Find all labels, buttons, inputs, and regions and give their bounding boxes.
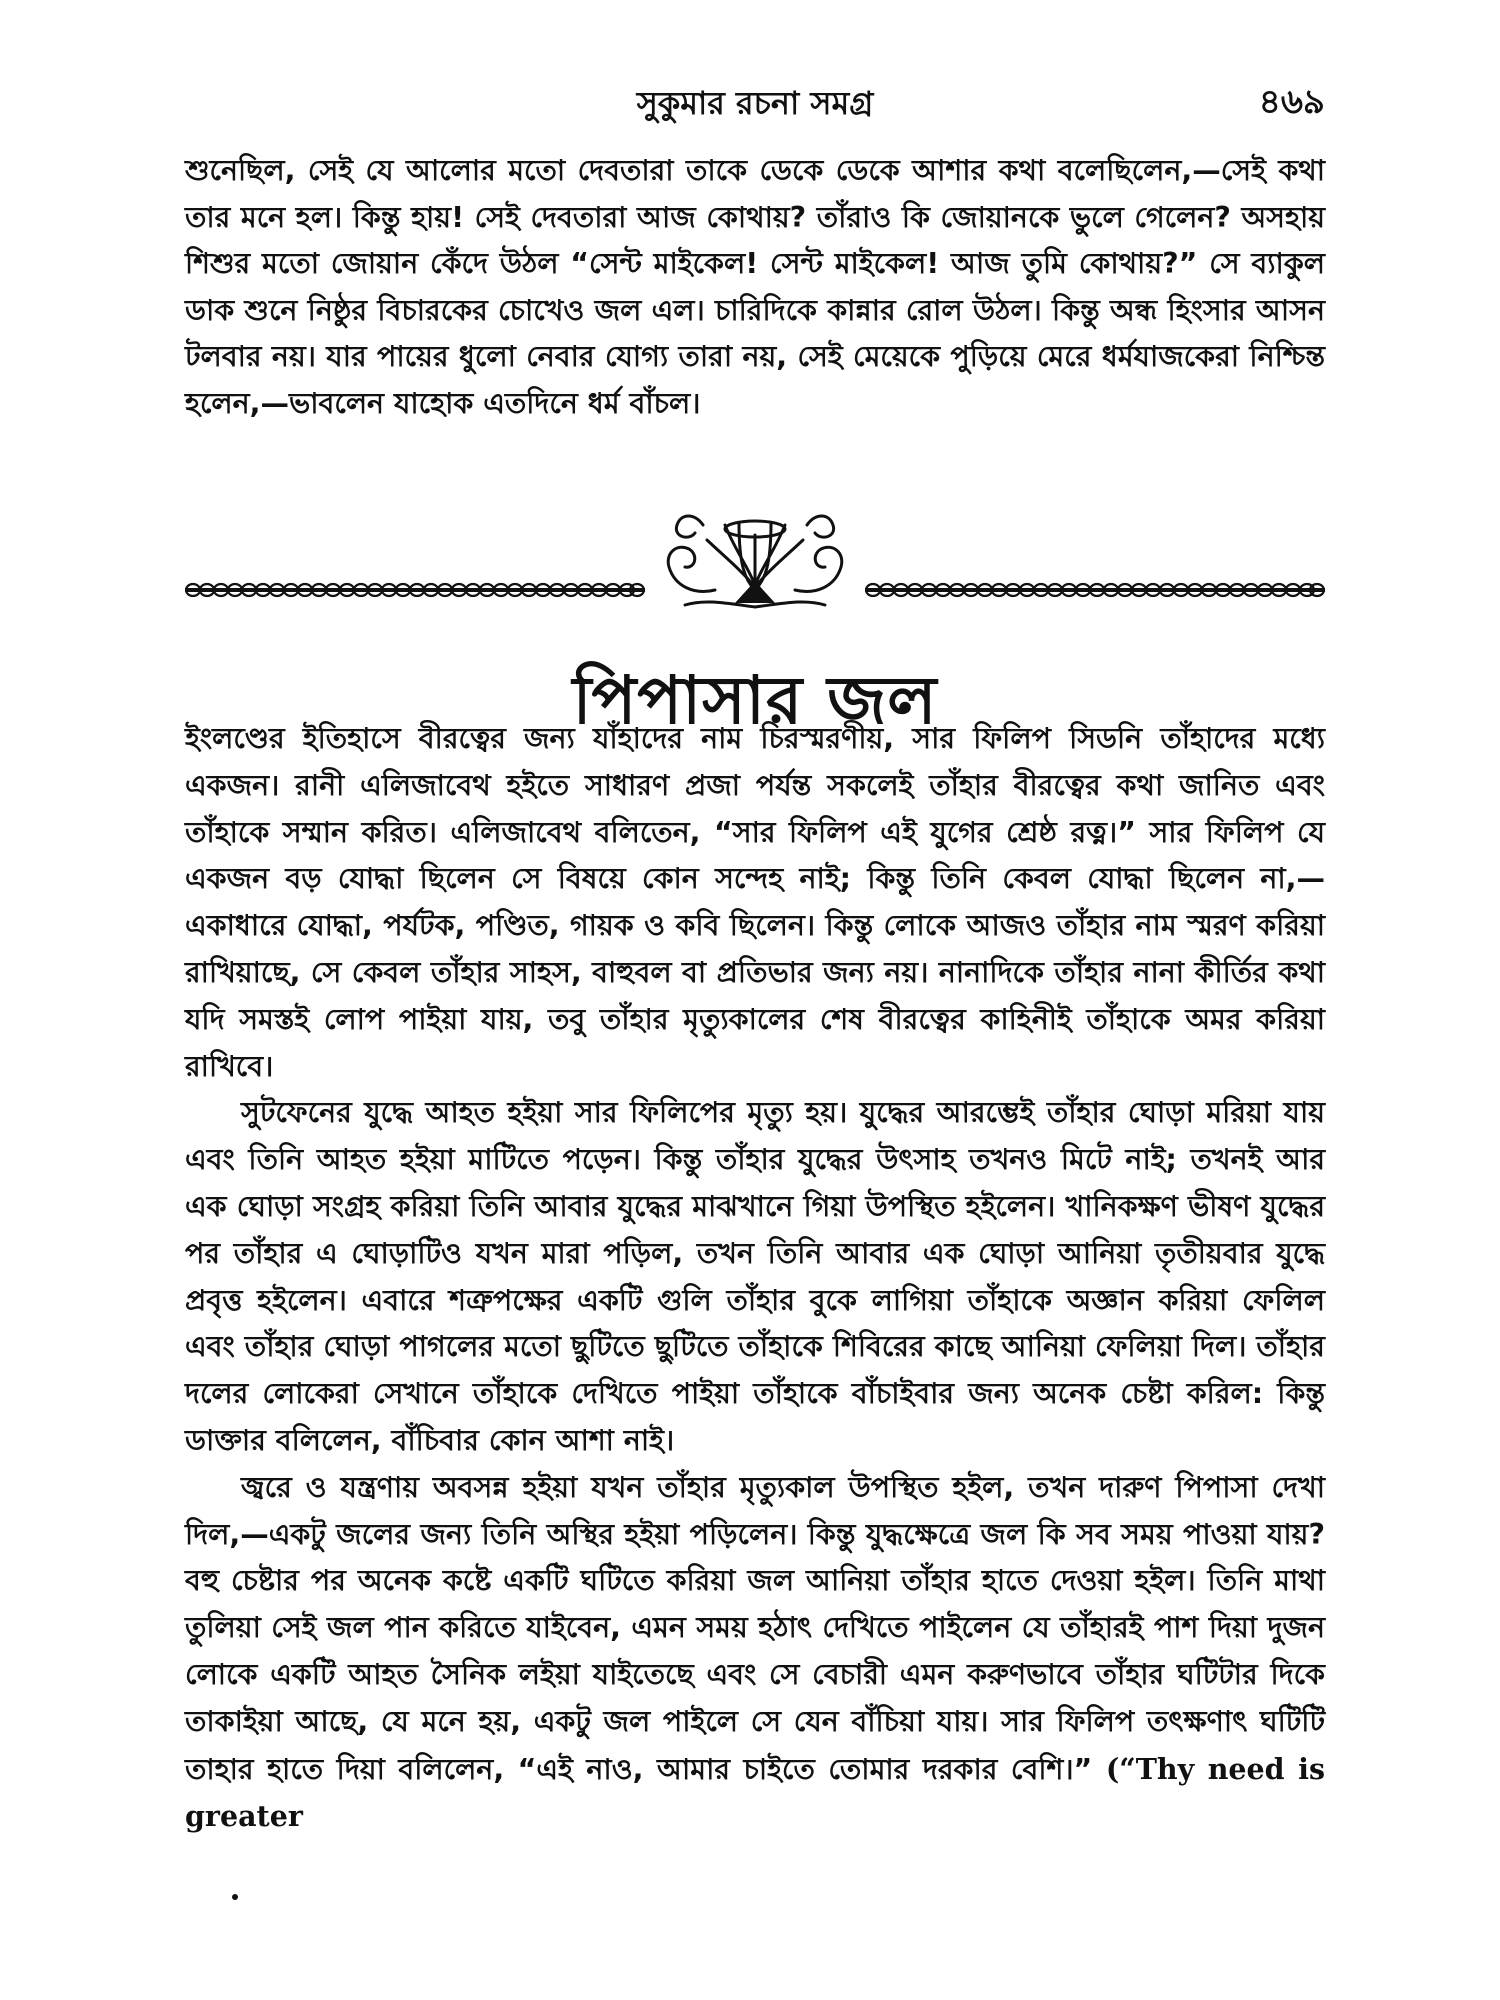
english-quote-fragment: (“Thy need is greater [185, 1751, 1325, 1834]
story-paragraph-2: সুটফেনের যুদ্ধে আহত হইয়া সার ফিলিপের মৃত্যু হয়। যুদ্ধের আরম্ভেই তাঁহার ঘোড়া মরিয়া যায় এবং তিনি আহত হইয়া মাটিতে পড়েন। কিন্তু তাঁহার যুদ্ধের উৎসাহ তখনও মিটে নাই; তখনই আর এক ঘোড়া সংগ্রহ করিয়া তিনি আবার যুদ্ধের মাঝখানে গিয়া উপস্থিত হইলেন। খানিকক্ষণ ভীষণ যুদ্ধের পর তাঁহার এ ঘোড়াটিও যখন মারা পড়িল, তখন তিনি আবার এক ঘোড়া আনিয়া তৃতীয়বার যুদ্ধে প্রবৃত্ত হইলেন। এবারে শত্রুপক্ষের একটি গুলি তাঁহার বুকে লাগিয়া তাঁহাকে অজ্ঞান করিয়া ফেলিল এবং তাঁহার ঘোড়া পাগলের মতো ছুটিতে ছুটিতে তাঁহাকে শিবিরের কাছে আনিয়া ফেলিয়া দিল। তাঁহার দলের লোকেরা সেখানে তাঁহাকে দেখিতে পাইয়া তাঁহাকে বাঁচাইবার জন্য অনেক চেষ্টা করিল: কিন্তু ডাক্তার বলিলেন, বাঁচিবার কোন আশা নাই। [185, 1096, 1325, 1457]
story-title: পিপাসার জল [572, 662, 938, 740]
story-paragraph-3-text: জ্বরে ও যন্ত্রণায় অবসন্ন হইয়া যখন তাঁহার মৃত্যুকাল উপস্থিত হইল, তখন দারুণ পিপাসা দেখা দিল,—একটু জলের জন্য তিনি অস্থির হইয়া পড়িলেন। কিন্তু যুদ্ধক্ষেত্রে জল কি সব সময় পাওয়া যায়? বহু চেষ্টার পর অনেক কষ্টে একটি ঘটিতে করিয়া জল আনিয়া তাঁহার হাতে দেওয়া হইল। তিনি মাথা তুলিয়া সেই জল পান করিতে যাইবেন, এমন সময় হঠাৎ দেখিতে পাইলেন যে তাঁহারই পাশ দিয়া দুজন লোকে একটি আহত সৈনিক লইয়া যাইতেছে এবং সে বেচারী এমন করুণভাবে তাঁহার ঘটিটার দিকে তাকাইয়া আছে, যে মনে হয়, একটু জল পাইলে সে যেন বাঁচিয়া যায়। সার ফিলিপ তৎক্ষণাৎ ঘটিটি তাহার হাতে দিয়া বলিলেন, “এই নাও, আমার চাইতে তোমার দরকার বেশি।” [185, 1470, 1325, 1786]
story-paragraph-3 [185, 1465, 1325, 1841]
print-speck [232, 1894, 238, 1900]
story-paragraph-1: ইংলণ্ডের ইতিহাসে বীরত্বের জন্য যাঁহাদের নাম চিরস্মরণীয়, সার ফিলিপ সিডনি তাঁহাদের মধ্যে একজন। রানী এলিজাবেথ হইতে সাধারণ প্রজা পর্যন্ত সকলেই তাঁহার বীরত্বের কথা জানিত এবং তাঁহাকে সম্মান করিত। এলিজাবেথ বলিতেন, “সার ফিলিপ এই যুগের শ্রেষ্ঠ রত্ন।” সার ফিলিপ যে একজন বড় যোদ্ধা ছিলেন সে বিষয়ে কোন সন্দেহ নাই; কিন্তু তিনি কেবল যোদ্ধা ছিলেন না,—একাধারে যোদ্ধা, পর্যটক, পণ্ডিত, গায়ক ও কবি ছিলেন। কিন্তু লোকে আজও তাঁহার নাম স্মরণ করিয়া রাখিয়াছে, সে কেবল তাঁহার সাহস, বাহুবল বা প্রতিভার জন্য নয়। নানাদিকে তাঁহার নানা কীর্তির কথা যদি সমস্তই লোপ পাইয়া যায়, তবু তাঁহার মৃত্যুকালের শেষ বীরত্বের কাহিনীই তাঁহাকে অমর করিয়া রাখিবে। [185, 722, 1325, 1083]
chain-rule-right [865, 581, 1325, 599]
page-number: ৪৬৯ [1258, 82, 1325, 122]
previous-story-paragraph: শুনেছিল, সেই যে আলোর মতো দেবতারা তাকে ডেকে ডেকে আশার কথা বলেছিলেন,—সেই কথা তার মনে হল। কিন্তু হায়! সেই দেবতারা আজ কোথায়? তাঁরাও কি জোয়ানকে ভুলে গেলেন? অসহায় শিশুর মতো জোয়ান কেঁদে উঠল “সেন্ট মাইকেল! সেন্ট মাইকেল! আজ তুমি কোথায়?” সে ব্যাকুল ডাক শুনে নিষ্ঠুর বিচারকের চোখেও জল এল। চারিদিকে কান্নার রোল উঠল। কিন্তু অন্ধ হিংসার আসন টলবার নয়। যার পায়ের ধুলো নেবার যোগ্য তারা নয়, সেই মেয়েকে পুড়িয়ে মেরে ধর্মযাজকেরা নিশ্চিন্ত হলেন,—ভাবলেন যাহোক এতদিনে ধর্ম বাঁচল। [185, 154, 1325, 420]
story-text [185, 716, 1325, 1841]
previous-story-text [185, 148, 1325, 427]
running-head [185, 72, 1325, 132]
section-ornament [185, 495, 1325, 615]
chain-rule-left [185, 581, 645, 599]
floral-ornament-icon [655, 495, 855, 615]
book-title: সুকুমার রচনা সমগ্র [636, 84, 874, 122]
